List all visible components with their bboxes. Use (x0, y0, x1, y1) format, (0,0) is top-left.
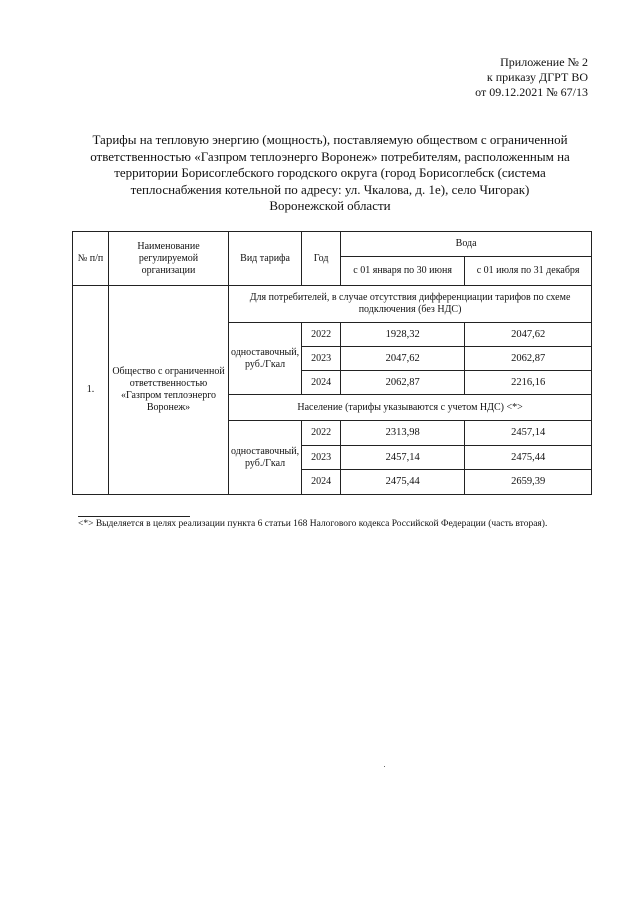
value-h2: 2062,87 (465, 347, 592, 371)
value-h1: 2062,87 (341, 371, 465, 395)
value-h1: 2313,98 (341, 421, 465, 446)
organization-name: Общество с ограниченной ответственностью «Газпром теплоэнерго Воронеж» (109, 286, 229, 495)
header-organization: Наименование регулируемой организации (109, 232, 229, 286)
year-cell: 2023 (302, 347, 341, 371)
value-h2: 2047,62 (465, 323, 592, 347)
year-cell: 2024 (302, 371, 341, 395)
value-h2: 2216,16 (465, 371, 592, 395)
section-title-population: Население (тарифы указываются с учетом НДС) <*> (229, 395, 592, 421)
year-cell: 2022 (302, 323, 341, 347)
title-line-5: Воронежской области (269, 198, 391, 213)
value-h1: 2457,14 (341, 446, 465, 470)
title-line-1: Тарифы на тепловую энергию (мощность), поставляемую обществом с ограниченной (92, 132, 568, 147)
section-title-consumers: Для потребителей, в случае отсутствия дифференциации тарифов по схеме подключения (без НДС) (229, 286, 592, 323)
tariff-table (72, 231, 592, 495)
value-h1: 2475,44 (341, 470, 465, 495)
tariff-type-cell: одноставочный, руб./Гкал (229, 421, 302, 495)
document-title (70, 132, 590, 215)
year-cell: 2023 (302, 446, 341, 470)
appendix-reference (475, 55, 588, 100)
appendix-line-3: от 09.12.2021 № 67/13 (475, 85, 588, 99)
value-h2: 2457,14 (465, 421, 592, 446)
value-h1: 1928,32 (341, 323, 465, 347)
year-cell: 2022 (302, 421, 341, 446)
header-period-1: с 01 января по 30 июня (341, 257, 465, 286)
header-year: Год (302, 232, 341, 286)
value-h2: 2659,39 (465, 470, 592, 495)
header-period-2: с 01 июля по 31 декабря (465, 257, 592, 286)
row-number: 1. (73, 286, 109, 495)
header-water: Вода (341, 232, 592, 257)
title-line-3: территории Борисоглебского городского округа (город Борисоглебск (система (114, 165, 546, 180)
year-cell: 2024 (302, 470, 341, 495)
value-h1: 2047,62 (341, 347, 465, 371)
header-number: № п/п (73, 232, 109, 286)
header-tariff-type: Вид тарифа (229, 232, 302, 286)
scan-speck (384, 766, 385, 767)
value-h2: 2475,44 (465, 446, 592, 470)
title-line-2: ответственностью «Газпром теплоэнерго Воронеж» потребителям, расположенным на (90, 148, 570, 164)
appendix-line-2: к приказу ДГРТ ВО (486, 70, 588, 84)
tariff-type-cell: одноставочный, руб./Гкал (229, 323, 302, 395)
footnote-divider (78, 516, 190, 517)
title-line-4: теплоснабжения котельной по адресу: ул. Чкалова, д. 1е), село Чигорак) (130, 181, 530, 197)
footnote: <*> Выделяется в целях реализации пункта 6 статьи 168 Налогового кодекса Российской Федерации (часть вторая). (78, 519, 548, 529)
appendix-line-1: Приложение № 2 (500, 55, 588, 69)
